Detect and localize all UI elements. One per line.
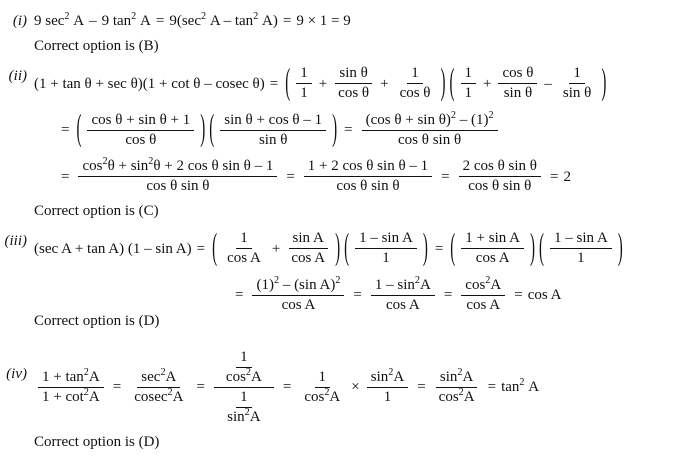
- inner-num-1: 1: [236, 349, 252, 368]
- frac-simplified: $\frac{\text{1 + 2 cos θ sin θ – 1}}{\text{cos θ sin θ}}$: [304, 158, 432, 196]
- correct-option-ii: Correct option is (C): [34, 202, 159, 219]
- equation-ii-line-2: [34, 109, 677, 150]
- solution-item-iii: [0, 230, 677, 333]
- left-paren-2: (: [449, 63, 455, 104]
- left-paren-4: (: [539, 228, 545, 269]
- frac-sin-over-cos: $\frac{\text{sin θ}}{\text{cos θ}}$: [334, 65, 373, 103]
- solution-item-ii: [0, 65, 677, 222]
- group-first-factor: [283, 65, 447, 103]
- equals-sign-line3d: =: [549, 168, 559, 185]
- right-paren: ): [335, 228, 341, 269]
- correct-option-i: Correct option is (B): [34, 37, 159, 54]
- equals-sign-2: =: [434, 240, 444, 257]
- equals-sign: =: [112, 379, 122, 396]
- equals-sign-line3b: =: [286, 168, 295, 185]
- den-cos2A-c: $\cos^2A$: [438, 387, 475, 405]
- frac-compound: [214, 349, 274, 427]
- num-diff-squares: (cos $\theta + \sin \theta)^2 - (1)^2$: [362, 112, 498, 131]
- num-expanded: $\cos^2\theta + \sin^2\theta + 2$ cos θ sin θ – 1: [78, 158, 277, 177]
- num-cos2A: $\cos^2A$: [461, 277, 505, 296]
- frac-expanded: $\frac{\cos^2\theta + \sin^2\theta + 2 \cos \theta \sin \theta - 1}{\text{cos θ sin θ}}$: [78, 158, 277, 196]
- frac-1-over-1: $\frac{1}{1}$: [296, 65, 312, 103]
- equals-sign: =: [155, 13, 165, 29]
- item-marker-iii: (iii): [4, 233, 27, 249]
- result-iv: $\tan^2 A$: [501, 377, 540, 396]
- equals-sign-line2b: =: [353, 287, 362, 303]
- frac-sin-cos-minus1-over-sin: $\frac{\text{sin θ + cos θ – 1}}{\text{sin θ}}$: [220, 112, 326, 150]
- equals-sign-line2c: =: [443, 287, 453, 303]
- frac-cos-over-sin: $\frac{\text{cos θ}}{\text{sin θ}}$: [498, 65, 537, 103]
- equals-sign-4: =: [417, 379, 426, 396]
- right-paren-4: ): [617, 228, 623, 269]
- frac-sin2A-over-1: $\frac{\sin^2A}{1}$: [367, 369, 408, 407]
- times-sign: ×: [351, 379, 360, 396]
- equation-ii-line-3: [34, 158, 677, 196]
- group-iii-fourth: [537, 230, 625, 268]
- equals-sign-line3: =: [61, 168, 70, 185]
- expr-iii-head: (sec A + tan A) (1 – sin A): [34, 240, 192, 257]
- right-paren-3: ): [530, 228, 536, 269]
- num-sin2A-b: $\sin^2A$: [436, 369, 477, 388]
- group-iii-third: [448, 230, 537, 268]
- frac-iii-1-minus-sin2A: $\frac{1 - \sin^2A}{\text{cos A}}$: [371, 277, 435, 315]
- num-compound: [214, 349, 274, 389]
- num-iii-diff: $(1)^2 - (\sin$ A)$^2$: [252, 277, 344, 296]
- left-paren: (: [285, 63, 291, 104]
- correct-option-iii: Correct option is (D): [34, 313, 160, 329]
- group-combined-first: [74, 109, 207, 150]
- item-body-i: [34, 10, 677, 57]
- equals-sign-2: =: [196, 379, 205, 396]
- plus-sign: +: [271, 240, 281, 257]
- frac-final: $\frac{\text{2 cos θ sin θ}}{\text{cos θ sin θ}}$: [459, 158, 541, 196]
- frac-1-over-1-b: $\frac{1}{1}$: [461, 65, 477, 103]
- frac-1-over-cos: $\frac{1}{\text{cos θ}}$: [399, 65, 431, 102]
- equals-sign-line3c: =: [441, 168, 450, 185]
- equals-sign: =: [269, 75, 279, 92]
- equals-sign-5: =: [487, 379, 497, 396]
- expr-9x1: 9 × 1 = 9: [296, 13, 351, 29]
- frac-1-over-cosA: $\frac{1}{\text{cos A}}$: [227, 230, 261, 267]
- item-marker-ii: (ii): [8, 68, 27, 84]
- right-paren-2: ): [601, 63, 607, 104]
- frac-iii-diff-squares: $\frac{(1)^2 - (\sin A)^2}{\text{cos A}}$: [252, 277, 344, 315]
- equals-sign-3: =: [282, 379, 292, 396]
- frac-1-over-cos2A: $\frac{1}{\cos^2A}$: [300, 369, 344, 407]
- equals-sign-line2: =: [235, 287, 244, 303]
- item-marker-i: (i): [12, 13, 27, 29]
- item-marker-iv: (iv): [6, 365, 27, 382]
- right-paren-2: ): [422, 228, 428, 269]
- frac-cos-sin-1-over-cos: $\frac{\text{cos θ + sin θ + 1}}{\text{cos θ}}$: [87, 112, 194, 150]
- inner-num-1b: 1: [236, 389, 252, 408]
- minus-sign: –: [89, 13, 97, 29]
- equation-ii-line-1: [34, 65, 677, 103]
- left-paren-4: (: [209, 109, 215, 150]
- num-sin2A: $\sin^2A$: [367, 369, 408, 388]
- frac-sinA-over-cosA: $\frac{\text{sin A}}{\text{cos A}}$: [287, 230, 329, 268]
- worksheet-page: [0, 10, 677, 463]
- equals-sign-line2: =: [61, 122, 70, 138]
- solution-item-i: [0, 10, 677, 57]
- den-compound: [215, 388, 272, 427]
- frac-sec2-over-cosec2: [130, 366, 187, 407]
- right-paren-4: ): [332, 109, 338, 150]
- correct-option-iv: Correct option is (D): [34, 433, 160, 450]
- expr-9sec2A: 9 $\sec^2 A$: [34, 11, 85, 29]
- group-iii-second: [342, 230, 430, 268]
- left-paren: (: [212, 228, 218, 269]
- right-paren: ): [440, 63, 446, 104]
- equation-iv-line-1: [34, 349, 677, 427]
- left-paren-3: (: [450, 228, 456, 269]
- group-combined-second: [207, 109, 339, 150]
- equals-sign: =: [196, 240, 206, 257]
- equals-sign-line2b: =: [344, 122, 353, 138]
- frac-1-plus-sinA-over-cosA: $\frac{\text{1 + sin A}}{\text{cos A}}$: [461, 230, 524, 268]
- den-cos2A-b: $\cos^2A$: [304, 387, 341, 405]
- group-iii-first: [210, 230, 342, 268]
- item-body-ii: [34, 65, 677, 222]
- equation-iii-line-2: [34, 274, 677, 315]
- equals-sign-line2d: =: [514, 287, 523, 303]
- frac-1-over-cos2A-inner: [222, 349, 266, 387]
- den-1-plus-cot2A: $1 + \cot^2A$: [42, 387, 100, 405]
- solution-item-iv: [0, 349, 677, 454]
- frac-1-over-sin2A-inner: [223, 389, 264, 427]
- left-paren-3: (: [76, 109, 82, 150]
- inner-den-sin2A: $\sin^2A$: [227, 407, 261, 426]
- expr-factored: $9(\sec^2$ A – $\tan^2 A$): [169, 11, 278, 29]
- num-sec2A: $\sec^2A$: [137, 369, 180, 388]
- den-cosec2A: cosec$^2$A: [134, 387, 184, 405]
- item-body-iv: [34, 349, 677, 454]
- frac-1-minus-sinA-over-1: $\frac{\text{1 – sin A}}{1}$: [355, 230, 417, 268]
- result-iii: cos A: [527, 287, 562, 303]
- num-1-minus-sin2A: $1 - \sin^2A$: [371, 277, 435, 296]
- num-1-plus-tan2A: $1 + \tan^2A$: [38, 369, 104, 388]
- equation-i-line-1: [34, 10, 677, 33]
- inner-den-cos2A: $\cos^2A$: [225, 366, 262, 385]
- frac-sin2A-over-cos2A: [435, 366, 479, 407]
- plus-sign-2: +: [380, 75, 389, 92]
- minus-sign: –: [544, 75, 552, 92]
- equation-iii-line-1: [34, 230, 677, 268]
- frac-diff-of-squares: $\frac{(\cos \theta + \sin \theta)^2 - (1)^2}{\text{cos θ sin θ}}$: [362, 112, 498, 150]
- plus-sign-3: +: [483, 75, 492, 92]
- left-paren-2: (: [344, 228, 350, 269]
- frac-1-minus-sinA-over-1-b: $\frac{\text{1 – sin A}}{1}$: [550, 230, 612, 268]
- right-paren-3: ): [200, 109, 206, 150]
- expr-9tan2A: 9 $\tan^2 A$: [101, 11, 151, 29]
- frac-iii-cos2A-over-cosA: $\frac{\cos^2A}{\text{cos A}}$: [461, 277, 505, 315]
- plus-sign: +: [318, 75, 328, 92]
- equals-sign-2: =: [282, 13, 292, 29]
- item-body-iii: [34, 230, 677, 333]
- frac-1plustan2-over-1pluscot2: [38, 366, 104, 407]
- frac-1-over-sin: $\frac{1}{\text{sin θ}}$: [562, 65, 592, 102]
- result-ii: 2: [563, 168, 571, 185]
- group-second-factor: [448, 65, 609, 103]
- expr-ii-head: (1 + tan θ + sec θ)(1 + cot θ – cosec θ): [34, 75, 265, 92]
